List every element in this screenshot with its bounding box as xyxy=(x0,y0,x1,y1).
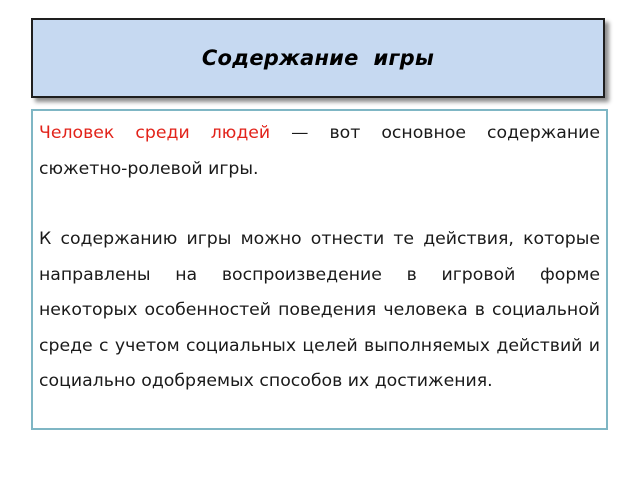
title-box xyxy=(31,18,605,98)
content-box xyxy=(31,109,608,430)
highlighted-phrase: Человек среди людей xyxy=(39,123,271,143)
paragraph-spacer xyxy=(39,187,600,222)
slide-title: Содержание игры xyxy=(201,46,435,70)
paragraph-game-content: К содержанию игры можно отнести те действия, которые направлены на воспроизведение в игровой форме некоторых особенностей поведения человека в социальной среде с учетом социальных целей выполняемых действий и социально одобряемых способов их достижения. xyxy=(39,229,600,391)
paragraph-main-content-text: — вот основное содержание сюжетно-ролевой игры. xyxy=(39,123,600,179)
paragraph-main-content xyxy=(39,116,600,187)
